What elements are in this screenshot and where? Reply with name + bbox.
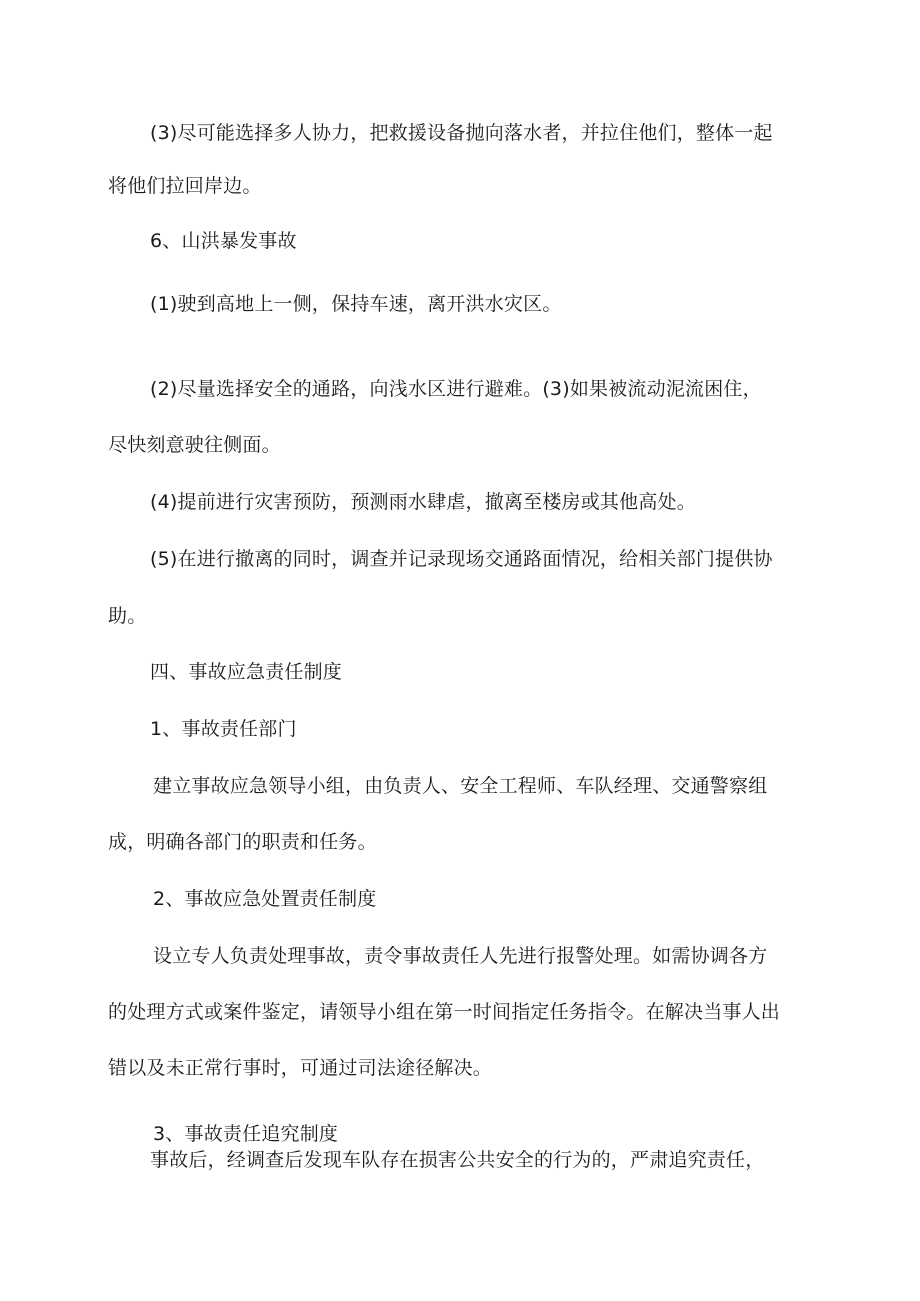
paragraph-line: (4)提前进行灾害预防，预测雨水肆虐，撤离至楼房或其他高处。 [150, 491, 696, 513]
section-heading: 1、事故责任部门 [150, 718, 297, 740]
paragraph-line: 事故后，经调查后发现车队存在损害公共安全的行为的，严肃追究责任， [150, 1149, 765, 1171]
paragraph-line: 错以及未正常行事时，可通过司法途径解决。 [108, 1057, 493, 1079]
section-heading: 6、山洪暴发事故 [150, 230, 297, 252]
section-heading: 3、事故责任追究制度 [153, 1123, 339, 1145]
paragraph-line: (5)在进行撤离的同时，调查并记录现场交通路面情况，给相关部门提供协 [150, 548, 773, 570]
paragraph-line: (2)尽量选择安全的通路，向浅水区进行避难。(3)如果被流动泥流困住， [150, 378, 762, 400]
paragraph-line: 的处理方式或案件鉴定，请领导小组在第一时间指定任务指令。在解决当事人出 [108, 1001, 781, 1023]
paragraph-line: 尽快刻意驶往侧面。 [108, 434, 281, 456]
section-heading: 2、事故应急处置责任制度 [153, 888, 377, 910]
chapter-heading: 四、事故应急责任制度 [150, 661, 343, 683]
paragraph-line: 建立事故应急领导小组，由负责人、安全工程师、车队经理、交通警察组 [153, 775, 768, 797]
paragraph-line: (3)尽可能选择多人协力，把救援设备抛向落水者，并拉住他们，整体一起 [150, 122, 773, 144]
paragraph-line: 成，明确各部门的职责和任务。 [108, 831, 377, 853]
paragraph-line: (1)驶到高地上一侧，保持车速，离开洪水灾区。 [150, 293, 562, 315]
paragraph-line: 助。 [108, 605, 147, 627]
paragraph-line: 将他们拉回岸边。 [108, 175, 262, 197]
paragraph-line: 设立专人负责处理事故，责令事故责任人先进行报警处理。如需协调各方 [153, 945, 768, 967]
